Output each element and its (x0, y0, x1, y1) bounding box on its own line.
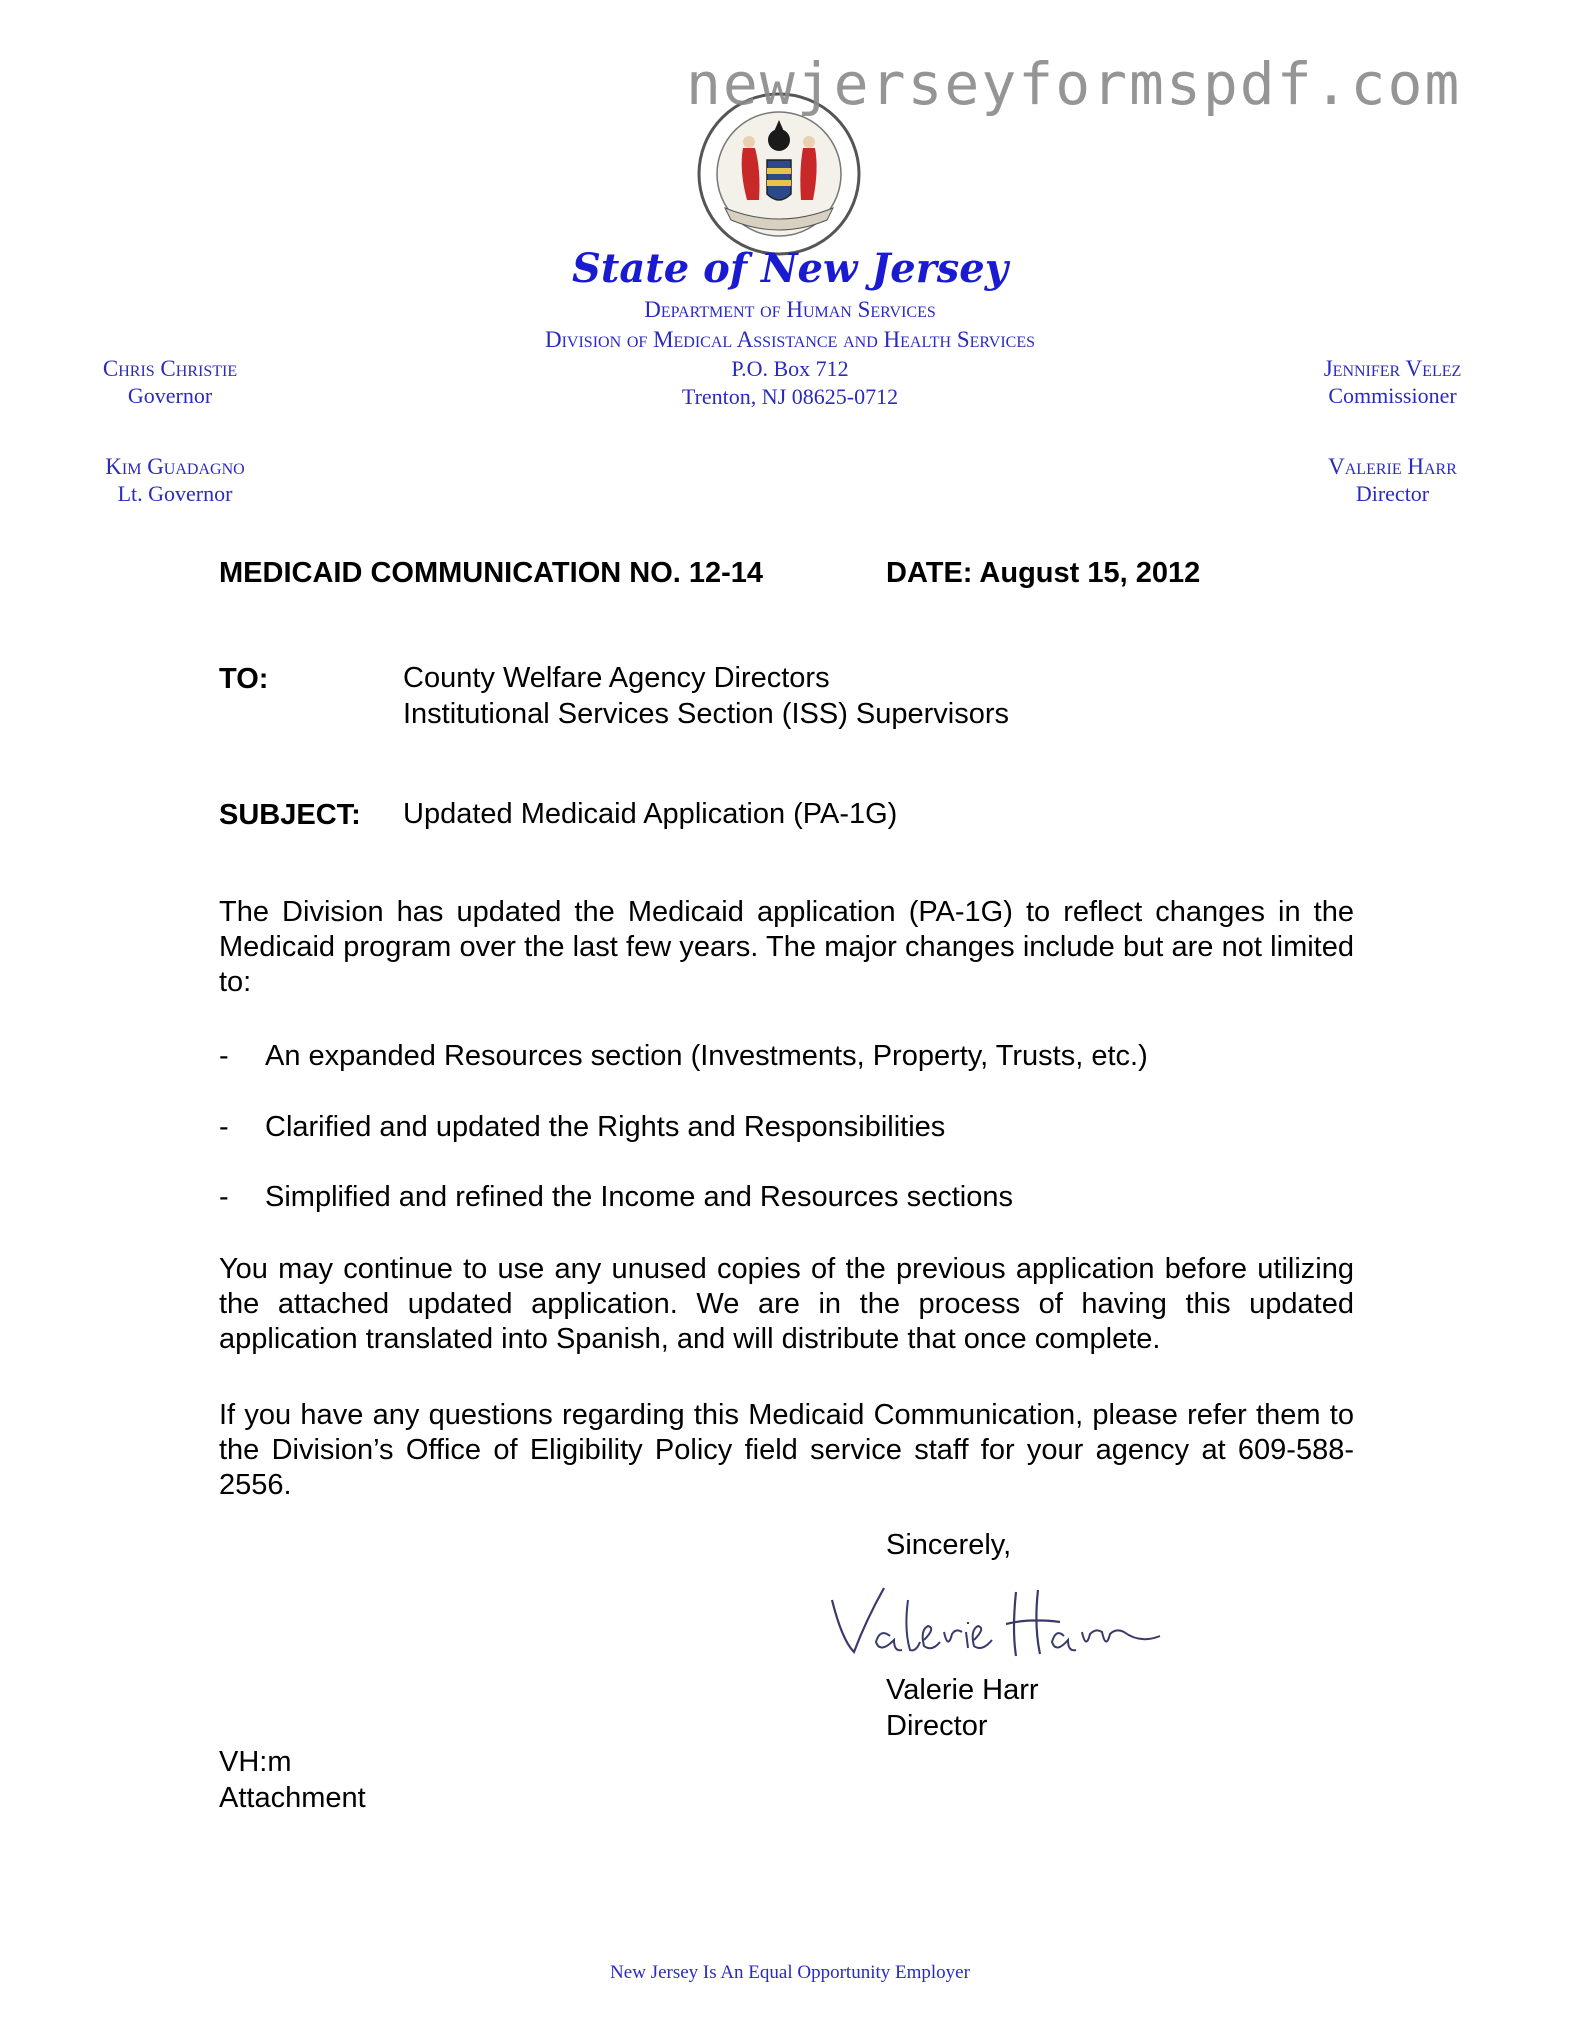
official-director (1280, 454, 1505, 507)
list-item-text: Simplified and refined the Income and Resources sections (265, 1181, 1013, 1213)
official-title: Director (1355, 481, 1430, 506)
subject-label: SUBJECT: (219, 799, 361, 831)
bullet-dash: - (219, 1040, 229, 1072)
to-label: TO: (219, 663, 269, 695)
closing-salutation: Sincerely, (886, 1529, 1012, 1561)
city-zip: Trenton, NJ 08625-0712 (681, 384, 899, 409)
signer-name: Valerie Harr (886, 1674, 1039, 1706)
list-item (219, 1040, 1148, 1073)
department-name: Department of Human Services (644, 297, 936, 322)
communication-date: DATE: August 15, 2012 (886, 557, 1201, 589)
bullet-dash: - (219, 1181, 229, 1213)
official-governor (60, 356, 280, 409)
state-title: State of New Jersey (572, 245, 1008, 292)
list-item (219, 1111, 945, 1144)
body-paragraph-3: If you have any questions regarding this Medicaid Communication, please refer them to the Division’s Office of Eligibility Policy field service staff for your agency at 609-588-2556. (219, 1399, 1354, 1501)
bullet-dash: - (219, 1111, 229, 1143)
official-lt-governor (60, 454, 290, 507)
po-box: P.O. Box 712 (731, 356, 849, 381)
attachment-note: Attachment (219, 1782, 366, 1814)
official-name: Valerie Harr (1328, 454, 1457, 479)
list-item (219, 1181, 1013, 1214)
body-paragraph-2: You may continue to use any unused copies of the previous application before utilizing the attached updated application. We are in the process of having this updated application translated into Spanish, and will distribute that once complete. (219, 1253, 1354, 1355)
division-name: Division of Medical Assistance and Health Services (544, 327, 1036, 352)
list-item-text: An expanded Resources section (Investments, Property, Trusts, etc.) (265, 1040, 1148, 1072)
typist-initials: VH:m (219, 1746, 292, 1778)
handwritten-signature (820, 1570, 1190, 1670)
subject-text: Updated Medicaid Application (PA-1G) (403, 798, 898, 830)
list-item-text: Clarified and updated the Rights and Responsibilities (265, 1111, 946, 1143)
communication-number: MEDICAID COMMUNICATION NO. 12-14 (219, 557, 764, 589)
official-name: Kim Guadagno (105, 454, 245, 479)
official-name: Jennifer Velez (1323, 356, 1462, 381)
official-commissioner (1280, 356, 1505, 409)
official-title: Commissioner (1328, 383, 1457, 408)
to-line-2: Institutional Services Section (ISS) Supervisors (403, 698, 1010, 730)
official-title: Governor (127, 383, 213, 408)
watermark-text: newjerseyformspdf.com (686, 50, 1462, 118)
footer-text: New Jersey Is An Equal Opportunity Employer (610, 1962, 970, 1983)
official-name: Chris Christie (102, 356, 238, 381)
body-paragraph-1: The Division has updated the Medicaid application (PA-1G) to reflect changes in the Medicaid program over the last few years. The major changes include but are not limited to: (219, 896, 1354, 998)
official-title: Lt. Governor (117, 481, 233, 506)
signer-title: Director (886, 1710, 988, 1742)
to-line-1: County Welfare Agency Directors (403, 662, 830, 694)
